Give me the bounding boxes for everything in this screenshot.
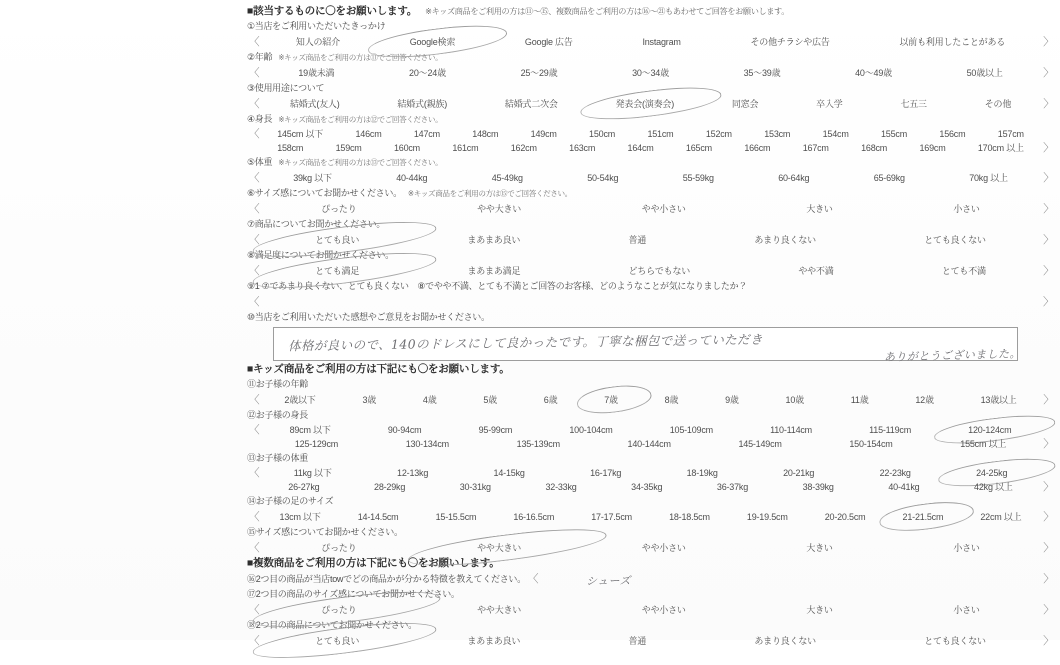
option-q3[interactable]: 発表会(演奏会) bbox=[587, 96, 703, 112]
question-number: ⑤ bbox=[247, 157, 255, 167]
option-row bbox=[247, 466, 1054, 480]
option-row bbox=[247, 201, 1054, 217]
handwritten-comment: 体格が良いので、140のドレスにして良かったです。丁寧な梱包で送っていただき bbox=[287, 331, 764, 354]
option-q6[interactable]: やや小さい bbox=[641, 204, 686, 214]
question-label-q9 bbox=[247, 279, 1054, 294]
option-q4[interactable]: 159cm bbox=[335, 143, 362, 153]
bracket-right: 〉 bbox=[1043, 635, 1054, 647]
survey-sheet bbox=[247, 0, 1060, 647]
option-q4[interactable]: 145cm 以下 bbox=[277, 129, 324, 139]
option-q2[interactable]: 35～39歳 bbox=[743, 68, 781, 78]
option-q4[interactable]: 150cm bbox=[589, 129, 616, 139]
question-label-q15 bbox=[247, 525, 1054, 540]
option-q12[interactable]: 105-109cm bbox=[669, 425, 713, 435]
bracket-left: 〈 bbox=[248, 394, 260, 406]
option-q4[interactable]: 152cm bbox=[705, 129, 732, 139]
question-label-q18 bbox=[247, 618, 1054, 633]
option-q1[interactable]: Google 広告 bbox=[524, 37, 573, 47]
question-text: お子様の年齢 bbox=[255, 379, 308, 389]
option-q15[interactable]: 小さい bbox=[953, 543, 980, 553]
option-row bbox=[247, 633, 1054, 649]
option-q7[interactable]: とても良くない bbox=[924, 235, 986, 245]
option-q12[interactable]: 125-129cm bbox=[294, 439, 339, 449]
option-row bbox=[247, 65, 1054, 81]
option-q18[interactable]: あまり良くない bbox=[754, 636, 816, 646]
option-q13[interactable]: 26-27kg bbox=[288, 482, 320, 492]
answer-text-q16[interactable]: シューズ bbox=[585, 574, 631, 588]
option-q5[interactable]: 70kg 以上 bbox=[969, 173, 1008, 183]
option-q12[interactable]: 120-124cm bbox=[940, 423, 1040, 437]
option-q13[interactable]: 16-17kg bbox=[590, 468, 622, 478]
option-q13[interactable]: 11kg 以下 bbox=[293, 468, 332, 478]
option-q11[interactable]: 3歳 bbox=[362, 395, 377, 405]
option-row bbox=[247, 232, 1054, 248]
question-number: ⑭ bbox=[247, 496, 256, 506]
option-row bbox=[247, 141, 1054, 155]
handwritten-comment-tail: ありがとうございました。 bbox=[884, 347, 1022, 364]
option-q11[interactable]: 2歳以下 bbox=[284, 395, 316, 405]
option-q4[interactable]: 165cm bbox=[685, 143, 712, 153]
option-q15[interactable]: やや大きい bbox=[417, 540, 582, 556]
bracket-right: 〉 bbox=[1043, 438, 1055, 450]
question-label-q8 bbox=[247, 248, 1054, 263]
question-label-q14 bbox=[247, 494, 1054, 509]
question-text: 満足度についてお聞かせください。 bbox=[254, 250, 394, 260]
option-q8[interactable]: まあまあ満足 bbox=[467, 266, 521, 276]
option-q13[interactable]: 20-21kg bbox=[783, 468, 815, 478]
option-row bbox=[247, 437, 1054, 451]
question-subnote: ※キッズ商品をご利用の方は⑮でご回答ください。 bbox=[407, 189, 572, 198]
kids-section-header-text: ■キッズ商品をご利用の方は下記にも〇をお願いします。 bbox=[247, 363, 510, 375]
option-q12[interactable]: 150-154cm bbox=[849, 439, 893, 449]
question-number: ⑧ bbox=[247, 250, 255, 260]
option-q4[interactable]: 147cm bbox=[413, 129, 440, 139]
question-text: 2つ目の商品が当店towでどの商品かが分かる特徴を教えてください。 bbox=[255, 574, 526, 584]
option-q12[interactable]: 140-144cm bbox=[627, 439, 671, 449]
option-q12[interactable]: 90-94cm bbox=[387, 425, 422, 435]
bracket-right: 〉 bbox=[1043, 296, 1054, 308]
question-text: お子様の身長 bbox=[255, 410, 308, 420]
question-number: ② bbox=[247, 52, 255, 62]
option-q6[interactable]: ぴったり bbox=[321, 204, 357, 214]
question-text: 商品についてお聞かせください。 bbox=[254, 219, 386, 229]
question-number: ⑮ bbox=[247, 527, 256, 537]
bracket-right: 〉 bbox=[1043, 511, 1055, 523]
option-q17[interactable]: やや大きい bbox=[477, 605, 522, 615]
option-q4[interactable]: 155cm bbox=[881, 129, 908, 139]
option-q12[interactable]: 155cm 以上 bbox=[960, 439, 1007, 449]
option-q2[interactable]: 50歳以上 bbox=[966, 68, 1003, 78]
question-number: ⑨ bbox=[247, 281, 255, 291]
option-q4[interactable]: 148cm bbox=[472, 129, 499, 139]
option-row bbox=[247, 509, 1054, 525]
option-q5[interactable]: 55-59kg bbox=[682, 173, 714, 183]
option-q18[interactable]: とても良くない bbox=[924, 636, 986, 646]
option-q5[interactable]: 40-44kg bbox=[396, 173, 428, 183]
bracket-left: 〈 bbox=[248, 635, 260, 647]
option-q12[interactable]: 135-139cm bbox=[516, 439, 560, 449]
multi-section-header-text: ■複数商品をご利用の方は下記にも〇をお願いします。 bbox=[247, 557, 500, 569]
bracket-left: 〈 bbox=[248, 604, 260, 616]
bracket-left: 〈 bbox=[248, 172, 260, 184]
option-q2[interactable]: 20～24歳 bbox=[409, 68, 446, 78]
option-q1[interactable]: Google検索 bbox=[375, 34, 490, 50]
option-q13[interactable]: 30-31kg bbox=[459, 482, 491, 492]
bracket-left: 〈 bbox=[248, 265, 260, 277]
option-q4[interactable]: 149cm bbox=[530, 129, 557, 139]
option-q4[interactable]: 153cm bbox=[764, 129, 791, 139]
option-q4[interactable]: 154cm bbox=[822, 129, 849, 139]
bracket-left: 〈 bbox=[248, 511, 260, 523]
option-q11[interactable]: 10歳 bbox=[785, 395, 804, 405]
option-q4[interactable]: 170cm 以上 bbox=[977, 143, 1024, 153]
option-q1[interactable]: Instagram bbox=[642, 37, 681, 47]
option-q13[interactable]: 32-33kg bbox=[545, 482, 577, 492]
question-number: ⑫ bbox=[247, 410, 256, 420]
option-q14[interactable]: 13cm 以下 bbox=[279, 512, 321, 522]
bracket-right: 〉 bbox=[1043, 67, 1054, 79]
question-label-q12 bbox=[247, 408, 1054, 423]
kids-section-header bbox=[247, 362, 1054, 377]
option-q3[interactable]: 結婚式二次会 bbox=[504, 99, 558, 109]
question-number: ① bbox=[247, 21, 255, 31]
option-q11[interactable]: 5歳 bbox=[483, 395, 497, 405]
question-number: ⑪ bbox=[247, 379, 256, 389]
question-number: ④ bbox=[247, 114, 255, 124]
option-q2[interactable]: 30～34歳 bbox=[632, 68, 669, 78]
option-q5[interactable]: 39kg 以下 bbox=[293, 173, 332, 183]
option-q13[interactable]: 34-35kg bbox=[631, 482, 663, 492]
option-q13[interactable]: 40-41kg bbox=[888, 482, 920, 492]
page-title bbox=[247, 4, 1054, 19]
question-number: ⑥ bbox=[247, 188, 255, 198]
option-q4[interactable]: 158cm bbox=[277, 143, 304, 153]
option-q11[interactable]: 11歳 bbox=[850, 395, 869, 405]
option-q4[interactable]: 146cm bbox=[355, 129, 382, 139]
question-text: 体重 bbox=[254, 157, 273, 167]
question-text: 2つ目の商品についてお聞かせください。 bbox=[255, 620, 417, 630]
option-row bbox=[247, 540, 1054, 556]
option-q17[interactable]: 大きい bbox=[806, 605, 833, 615]
option-q12[interactable]: 89cm 以下 bbox=[289, 425, 331, 435]
question-number: ⑰ bbox=[247, 589, 256, 599]
option-row bbox=[247, 127, 1054, 141]
question-label-q4 bbox=[247, 112, 1054, 127]
option-q13[interactable]: 18-19kg bbox=[686, 468, 718, 478]
page-title-text: ■該当するものに〇をお願いします。 bbox=[247, 5, 418, 17]
question-text: お子様の体重 bbox=[255, 453, 308, 463]
answer-text-q9[interactable] bbox=[261, 297, 1040, 308]
option-q14[interactable]: 16-16.5cm bbox=[513, 512, 555, 522]
bracket-right: 〉 bbox=[1043, 234, 1054, 246]
option-q7[interactable]: とても良い bbox=[261, 232, 413, 248]
bracket-right: 〉 bbox=[1043, 394, 1055, 406]
option-q4[interactable]: 160cm bbox=[393, 143, 420, 153]
question-label-q11 bbox=[247, 377, 1054, 392]
option-q12[interactable]: 115-119cm bbox=[869, 425, 912, 435]
option-q12[interactable]: 95-99cm bbox=[478, 425, 513, 435]
option-q4[interactable]: 168cm bbox=[861, 143, 888, 153]
option-q14[interactable]: 15-15.5cm bbox=[435, 512, 477, 522]
question-label-q2 bbox=[247, 50, 1054, 65]
option-q5[interactable]: 45-49kg bbox=[491, 173, 523, 183]
option-row bbox=[247, 34, 1054, 50]
option-q13[interactable]: 22-23kg bbox=[879, 468, 911, 478]
option-q11[interactable]: 6歳 bbox=[543, 395, 558, 405]
question-label-q1 bbox=[247, 19, 1054, 34]
question-label-q6 bbox=[247, 186, 1054, 201]
option-row bbox=[247, 263, 1054, 279]
option-q3[interactable]: 七五三 bbox=[900, 99, 927, 109]
question-label-q5 bbox=[247, 155, 1054, 170]
question-label-q16 bbox=[247, 571, 1054, 587]
option-row bbox=[247, 170, 1054, 186]
option-q11[interactable]: 13歳以上 bbox=[980, 395, 1017, 405]
bracket-left: 〈 bbox=[248, 467, 260, 479]
option-q1[interactable]: その他チラシや広告 bbox=[750, 37, 830, 47]
option-q6[interactable]: やや大きい bbox=[477, 204, 522, 214]
option-q3[interactable]: その他 bbox=[984, 99, 1012, 109]
option-q1[interactable]: 知人の紹介 bbox=[295, 37, 340, 47]
question-number: ③ bbox=[247, 83, 255, 93]
bracket-left: 〈 bbox=[248, 296, 260, 308]
question-number: ⑱ bbox=[247, 620, 256, 630]
bracket-left: 〈 bbox=[248, 203, 260, 215]
option-q17[interactable]: ぴったり bbox=[261, 602, 417, 618]
option-q4[interactable]: 169cm bbox=[919, 143, 946, 153]
option-q7[interactable]: あまり良くない bbox=[754, 235, 816, 245]
bracket-right: 〉 bbox=[1043, 542, 1055, 554]
option-row bbox=[247, 423, 1054, 437]
option-q17[interactable]: やや小さい bbox=[641, 605, 686, 615]
option-q13[interactable]: 24-25kg bbox=[943, 466, 1040, 480]
answer-line-q9[interactable] bbox=[247, 294, 1054, 310]
question-subnote: ※キッズ商品をご利用の方は⑪でご回答ください。 bbox=[278, 53, 443, 62]
option-q3[interactable]: 同窓会 bbox=[731, 99, 759, 109]
bracket-right: 〉 bbox=[1043, 604, 1055, 616]
bracket-left: 〈 bbox=[248, 128, 260, 140]
question-text: お子様の足のサイズ bbox=[255, 496, 334, 506]
option-q11[interactable]: 12歳 bbox=[915, 395, 934, 405]
option-q7[interactable]: まあまあ良い bbox=[467, 235, 521, 245]
option-row bbox=[247, 480, 1054, 494]
option-q8[interactable]: とても不満 bbox=[941, 266, 986, 276]
option-q12[interactable]: 110-114cm bbox=[770, 425, 812, 435]
question-subnote: ※キッズ商品をご利用の方は⑬でご回答ください。 bbox=[278, 158, 443, 167]
option-row bbox=[247, 602, 1054, 618]
bracket-right: 〉 bbox=[1043, 98, 1055, 110]
question-text: 身長 bbox=[254, 114, 273, 124]
option-q13[interactable]: 38-39kg bbox=[802, 482, 834, 492]
option-q14[interactable]: 21-21.5cm bbox=[884, 509, 962, 525]
option-q15[interactable]: やや小さい bbox=[641, 543, 686, 553]
question-label-q10 bbox=[247, 310, 1054, 325]
option-q14[interactable]: 19-19.5cm bbox=[746, 512, 788, 522]
option-q4[interactable]: 161cm bbox=[452, 143, 479, 153]
option-q13[interactable]: 42kg 以上 bbox=[974, 482, 1013, 492]
option-q18[interactable]: 普通 bbox=[628, 636, 647, 646]
bracket-left: 〈 bbox=[248, 234, 260, 246]
option-q12[interactable]: 100-104cm bbox=[569, 425, 613, 435]
bracket-left: 〈 bbox=[248, 36, 260, 48]
option-q3[interactable]: 結婚式(親族) bbox=[397, 99, 448, 109]
option-q4[interactable]: 166cm bbox=[744, 143, 771, 153]
bracket-right: 〉 bbox=[1043, 142, 1054, 154]
option-q4[interactable]: 157cm bbox=[997, 129, 1024, 139]
option-q2[interactable]: 19歳未満 bbox=[298, 68, 335, 78]
bracket-left: 〈 bbox=[248, 98, 260, 110]
option-q4[interactable]: 164cm bbox=[627, 143, 654, 153]
option-q4[interactable]: 167cm bbox=[802, 143, 829, 153]
option-q7[interactable]: 普通 bbox=[628, 235, 647, 245]
option-q14[interactable]: 14-14.5cm bbox=[357, 512, 399, 522]
bracket-left: 〈 bbox=[248, 542, 260, 554]
question-text: 当店をご利用いただいた感想やご意見をお聞かせください。 bbox=[254, 312, 490, 322]
question-text: 使用用途について bbox=[254, 83, 325, 93]
question-label-q3 bbox=[247, 81, 1054, 96]
option-q18[interactable]: まあまあ良い bbox=[467, 636, 521, 646]
question-text: 年齢 bbox=[254, 52, 273, 62]
question-text: 2つ目の商品のサイズ感についてお聞かせください。 bbox=[255, 589, 460, 599]
option-q14[interactable]: 22cm 以上 bbox=[980, 512, 1022, 522]
question-number: ⑯ bbox=[247, 574, 256, 584]
question-label-q13 bbox=[247, 451, 1054, 466]
option-q2[interactable]: 40～49歳 bbox=[855, 68, 892, 78]
bracket-right: 〉 bbox=[1043, 481, 1054, 493]
option-q4[interactable]: 162cm bbox=[510, 143, 537, 153]
option-q11[interactable]: 8歳 bbox=[664, 395, 679, 405]
bracket-left: 〈 bbox=[527, 573, 539, 585]
bracket-right: 〉 bbox=[1043, 172, 1054, 184]
question-label-q17 bbox=[247, 587, 1054, 602]
option-q2[interactable]: 25～29歳 bbox=[520, 68, 558, 78]
question-text: 1 ⑦であまり良くない、とても良くない ⑧でやや不満、とても不満とご回答のお客様、どのようなことが気になりましたか？ bbox=[254, 281, 748, 291]
option-q3[interactable]: 結婚式(友人) bbox=[289, 99, 340, 109]
option-q14[interactable]: 17-17.5cm bbox=[591, 512, 632, 522]
option-q4[interactable]: 163cm bbox=[569, 143, 596, 153]
bracket-right: 〉 bbox=[1043, 573, 1054, 585]
option-row bbox=[247, 392, 1054, 408]
option-q1[interactable]: 以前も利用したことがある bbox=[899, 37, 1006, 47]
option-q11[interactable]: 4歳 bbox=[422, 395, 437, 405]
option-q13[interactable]: 36-37kg bbox=[716, 482, 749, 492]
question-subnote: ※キッズ商品をご利用の方は⑫でご回答ください。 bbox=[278, 115, 443, 124]
option-q6[interactable]: 大きい bbox=[806, 204, 833, 214]
question-number: ⑦ bbox=[247, 219, 255, 229]
option-q15[interactable]: ぴったり bbox=[321, 543, 357, 553]
bracket-right: 〉 bbox=[1043, 36, 1054, 48]
option-q14[interactable]: 18-18.5cm bbox=[669, 512, 710, 522]
option-q3[interactable]: 卒入学 bbox=[816, 99, 843, 109]
option-q8[interactable]: どちらでもない bbox=[628, 266, 691, 276]
question-text: 当店をご利用いただいたきっかけ bbox=[254, 21, 386, 31]
option-q11[interactable]: 9歳 bbox=[725, 395, 739, 405]
option-q13[interactable]: 14-15kg bbox=[493, 468, 525, 478]
question-text: サイズ感についてお聞かせください。 bbox=[255, 527, 403, 537]
option-q18[interactable]: とても良い bbox=[261, 633, 413, 649]
question-number: ⑬ bbox=[247, 453, 256, 463]
option-q8[interactable]: とても満足 bbox=[261, 263, 413, 279]
bracket-right: 〉 bbox=[1043, 203, 1055, 215]
question-label-q7 bbox=[247, 217, 1054, 232]
header-note: ※キッズ商品をご利用の方は⑪～⑮、複数商品をご利用の方は⑯～㉑もあわせてご回答をお願いします。 bbox=[425, 7, 789, 16]
bracket-left: 〈 bbox=[248, 424, 260, 436]
option-q8[interactable]: やや不満 bbox=[798, 266, 834, 276]
question-text: サイズ感についてお聞かせください。 bbox=[254, 188, 402, 198]
option-q4[interactable]: 151cm bbox=[647, 129, 674, 139]
option-q17[interactable]: 小さい bbox=[953, 605, 980, 615]
question-number: ⑩ bbox=[247, 312, 255, 322]
option-q6[interactable]: 小さい bbox=[953, 204, 980, 214]
option-q13[interactable]: 28-29kg bbox=[374, 482, 406, 492]
option-q11[interactable]: 7歳 bbox=[581, 392, 641, 408]
option-q12[interactable]: 145-149cm bbox=[738, 439, 782, 449]
option-q12[interactable]: 130-134cm bbox=[405, 439, 449, 449]
option-q13[interactable]: 12-13kg bbox=[397, 468, 429, 478]
option-q14[interactable]: 20-20.5cm bbox=[824, 512, 866, 522]
option-q5[interactable]: 65-69kg bbox=[873, 173, 905, 183]
bracket-right: 〉 bbox=[1043, 265, 1054, 277]
option-row bbox=[247, 96, 1054, 112]
option-q5[interactable]: 50-54kg bbox=[587, 173, 619, 183]
option-q4[interactable]: 156cm bbox=[939, 129, 966, 139]
comment-box[interactable] bbox=[273, 327, 1022, 364]
bracket-left: 〈 bbox=[248, 67, 260, 79]
option-q15[interactable]: 大きい bbox=[806, 543, 833, 553]
option-q5[interactable]: 60-64kg bbox=[778, 173, 810, 183]
